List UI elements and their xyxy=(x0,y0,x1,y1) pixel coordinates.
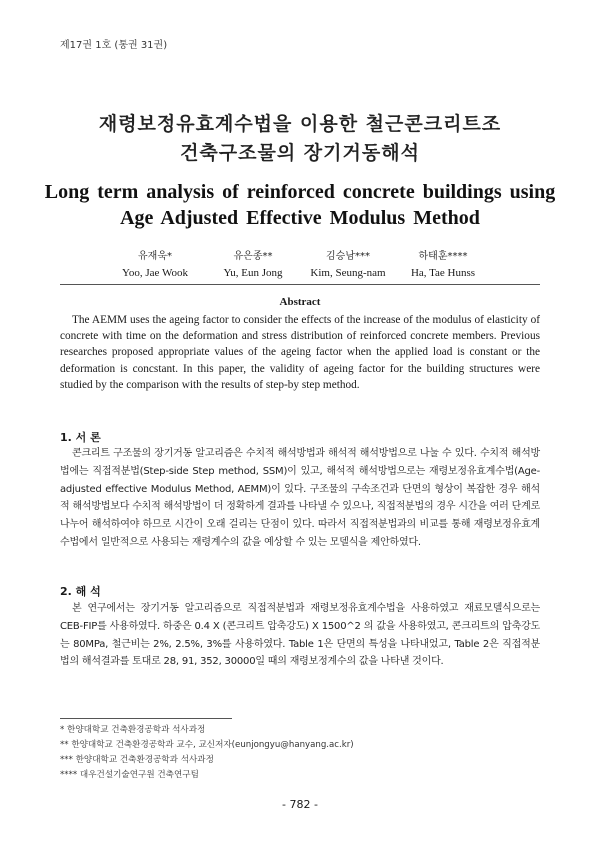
section-2-text: 본 연구에서는 장기거동 알고리즘으로 직접적분법과 재령보정유효계수법을 사용하였고 재료모델식으로는 CEB-FIP를 사용하였다. 하중은 0.4 X (콘크리트 압축강도) X 1500^2 의 값을 사용하였고, 콘크리트의 압축강도는 80MPa, 철근비는 2%, 2.5%, 3%를 사용하였다. Table 1은 단면의 특성을 나타내었고, Table 2은 직접적분법의 해석결과를 토대로 28, 91, 352, 30000일 때의 재령보정계수의 값을 나타낸 것이다. xyxy=(60,603,540,668)
section-1-heading: 1. 서 론 xyxy=(60,431,101,444)
footnote-divider xyxy=(60,718,232,719)
journal-volume-header: 제17권 1호 (통권 31권) xyxy=(60,40,168,51)
author-2-korean: 유은종** xyxy=(233,251,273,262)
footnote-2: ** 한양대학교 건축환경공학과 교수, 교신저자(eunjongyu@hanyang.ac.kr) xyxy=(60,740,354,750)
author-4-korean: 하태훈**** xyxy=(418,251,468,262)
english-title-line2: Age Adjusted Effective Modulus Method xyxy=(120,207,480,229)
page-number: - 782 - xyxy=(282,798,318,811)
author-1 xyxy=(100,247,210,279)
author-2-english: Yu, Eun Jong xyxy=(223,267,283,279)
author-4 xyxy=(388,247,498,279)
korean-title-line1: 재령보정유효계수법을 이용한 철근콘크리트조 xyxy=(98,113,502,135)
section-1-text: 콘크리트 구조물의 장기거동 알고리즘은 수치적 해석방법과 해석적 해석방법으로 나눌 수 있다. 수치적 해석방법에는 직접적분법(Step-side Step method, SSM)이 있고, 해석적 해석방법으로는 재령보정유효계수법(Age-adjusted effective Modulus Method, AEMM)이 있다. 구조물의 구속조건과 단면의 형상이 복잡한 경우 해석적 해석방법보다 수치적 해석방법이 더 정확하게 결과를 나타낼 수 있으나, 직접적분법의 경우 시간을 여러 단계로 나누어 해석하여야 하므로 시간이 오래 걸리는 단점이 있다. 따라서 직접적분법과의 비교를 통해 재령보정유효계수법에서 일반적으로 사용되는 재령계수의 값을 예상할 수 있는 모델식을 제안하였다. xyxy=(60,448,540,548)
abstract-heading: Abstract xyxy=(279,296,321,308)
author-1-korean: 유재욱* xyxy=(138,251,172,262)
author-2 xyxy=(198,247,308,279)
korean-title-line2: 건축구조물의 장기거동해석 xyxy=(180,142,420,164)
header-divider xyxy=(60,284,540,285)
section-2-heading: 2. 해 석 xyxy=(60,585,101,598)
author-1-english: Yoo, Jae Wook xyxy=(122,267,188,279)
footnote-1: * 한양대학교 건축환경공학과 석사과정 xyxy=(60,725,206,735)
author-3 xyxy=(293,247,403,279)
author-3-korean: 김승남*** xyxy=(326,251,370,262)
author-3-english: Kim, Seung-nam xyxy=(310,267,386,279)
footnote-4: **** 대우건설기술연구원 건축연구팀 xyxy=(60,770,199,780)
footnote-3: *** 한양대학교 건축환경공학과 석사과정 xyxy=(60,755,214,765)
author-4-english: Ha, Tae Hunss xyxy=(410,267,476,279)
footnotes xyxy=(60,723,354,783)
abstract-text: The AEMM uses the ageing factor to consider the effects of the increase of the modulus of elasticity of concrete with time on the deformation and stress distribution of reinforced concrete members. Previous researches proposed appropriate values of the ageing factor when the applied load is constant or the deformation is concstant. In this paper, the validity of ageing factor for the building structures were studied by the comparison with the results of step-by step method. xyxy=(60,314,540,391)
english-title-line1: Long term analysis of reinforced concrete buildings using xyxy=(44,181,556,203)
